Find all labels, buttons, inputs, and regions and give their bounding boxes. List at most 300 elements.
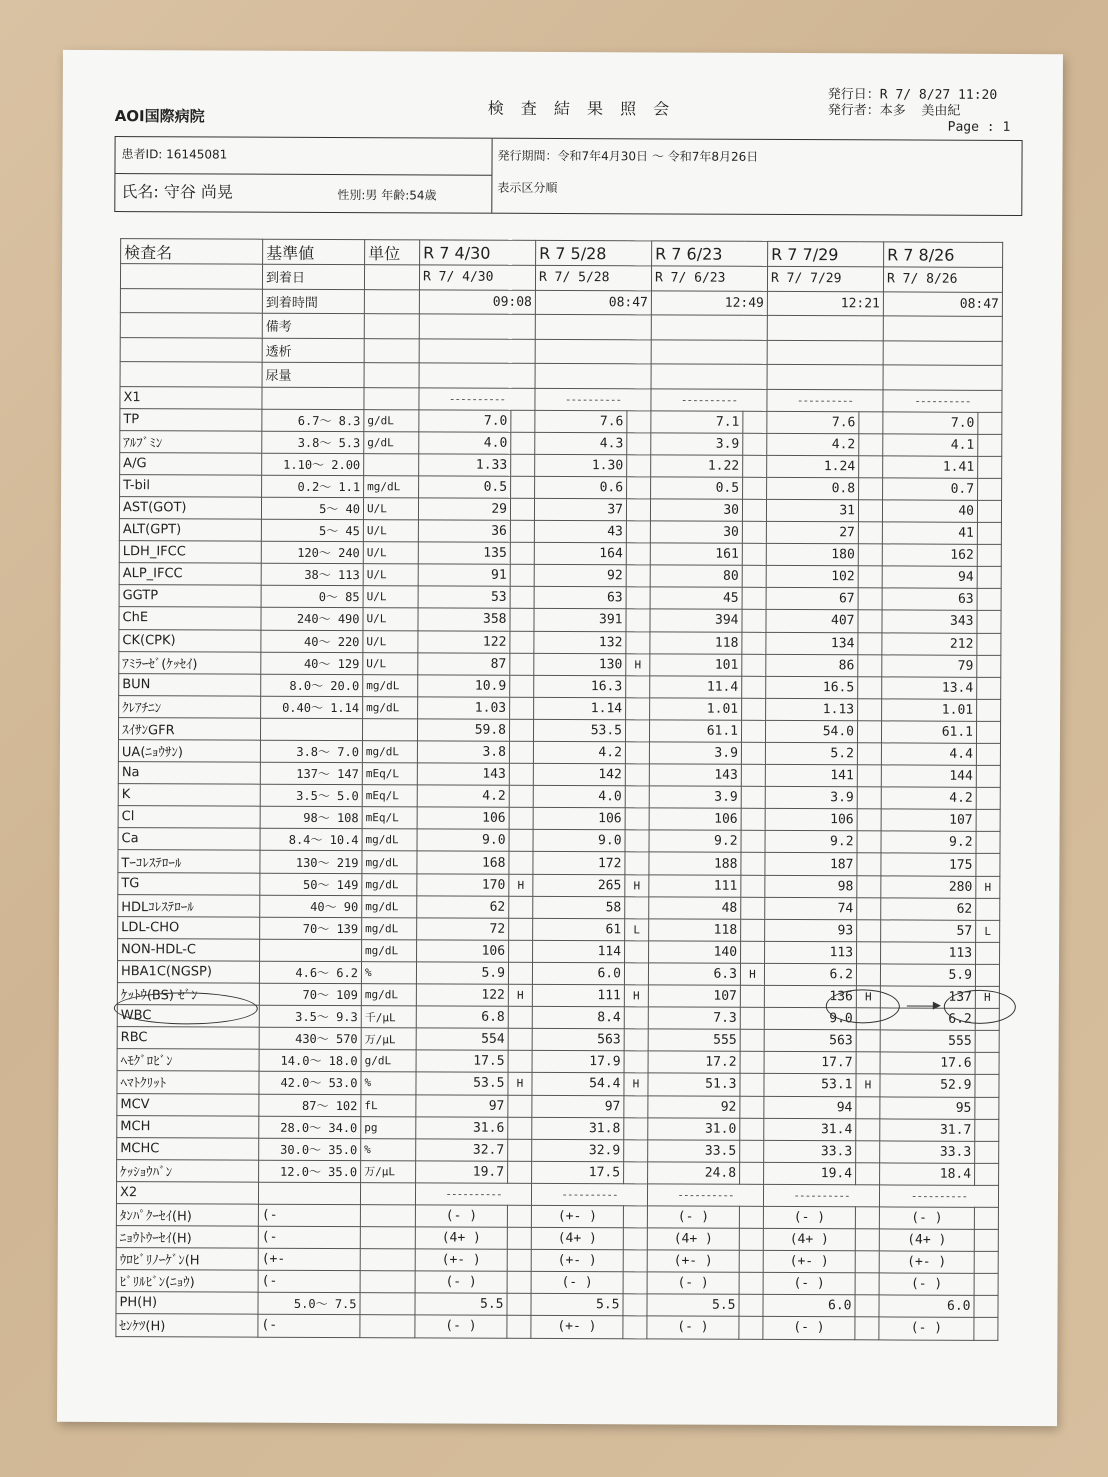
result-flag [855,1317,879,1339]
result-flag [975,1119,999,1141]
result-value: 40 [882,500,977,523]
result-value: 7.6 [535,410,627,432]
meta-value [419,338,535,363]
result-flag [977,544,1001,566]
test-name: Ca [118,828,260,851]
test-name: MCV [117,1093,259,1116]
test-name: ｹｯﾄｳ(BS) ｾﾞﾝ [117,983,259,1006]
result-value: 33.3 [764,1140,856,1162]
result-flag: H [624,985,648,1007]
result-flag [741,764,765,786]
result-flag [740,1162,764,1184]
result-flag [974,1229,998,1251]
meta-value: 12:21 [767,291,883,316]
test-name: MCH [117,1115,259,1138]
result-value: 358 [418,608,510,630]
test-name: HDLｺﾚｽﾃﾛｰﾙ [118,894,260,917]
meta-value [767,315,883,340]
result-value: (- ) [763,1317,855,1339]
result-value: (- ) [647,1316,739,1338]
result-value: 1.01 [650,698,742,720]
meta-label: 尿量 [262,362,364,387]
reference-range: 4.6〜 6.2 [259,961,361,984]
result-flag [858,566,882,588]
result-flag [977,655,1001,677]
result-flag [742,632,766,654]
result-value: 107 [648,985,740,1007]
reference-range: 14.0〜 18.0 [259,1050,361,1073]
result-flag [625,808,649,830]
column-header: 検査名 [121,239,263,265]
result-value: 97 [416,1094,508,1116]
test-name: X2 [116,1181,258,1204]
result-value: (- ) [415,1271,507,1293]
result-value: 19.4 [764,1162,856,1184]
result-value: 7.0 [419,409,511,431]
result-value: 87 [418,653,510,675]
result-flag [976,743,1000,765]
result-value: 52.9 [880,1074,975,1097]
test-name: ｳﾛﾋﾞﾘﾉｰｹﾞﾝ(H [116,1248,258,1271]
meta-value: 12:49 [651,290,767,315]
result-flag [739,1317,763,1339]
result-value: 58 [533,896,625,918]
result-value: 113 [765,941,857,963]
result-value: 5.9 [880,964,975,987]
result-flag [742,654,766,676]
test-name: HBA1C(NGSP) [117,961,259,984]
result-value: (4+ ) [763,1228,855,1250]
result-flag [741,809,765,831]
result-flag [741,853,765,875]
result-value: 170 [417,873,509,895]
result-flag [509,852,533,874]
reference-range: 3.8〜 7.0 [260,740,362,763]
result-value: 164 [534,543,626,565]
result-flag [859,433,883,455]
meta-blank [120,337,262,362]
result-flag: L [625,919,649,941]
result-flag [626,676,650,698]
meta-value [883,365,1002,390]
reference-range: 38〜 113 [261,563,363,586]
result-value: 32.7 [416,1139,508,1161]
result-flag [508,1095,532,1117]
date-header: R 7 7/29 [768,241,884,267]
result-flag [741,919,765,941]
result-value: 407 [766,610,858,632]
result-value: 6.8 [416,1006,508,1028]
result-value: 0.8 [767,477,859,499]
result-flag [857,721,881,743]
result-flag [978,478,1002,500]
unit: mEq/L [362,807,417,829]
unit: g/dL [361,1050,416,1072]
result-flag [739,1295,763,1317]
result-value: (- ) [879,1317,974,1340]
unit: g/dL [364,409,419,431]
result-flag [509,808,533,830]
result-flag [626,698,650,720]
result-flag [858,677,882,699]
result-value: 31.4 [764,1118,856,1140]
display-order: 表示区分順 [497,180,558,195]
reference-range: 3.5〜 5.0 [260,784,362,807]
result-flag [740,1074,764,1096]
section-dash: ---------- [419,387,535,410]
result-flag [855,1207,879,1229]
result-flag [978,412,1002,434]
result-flag [858,610,882,632]
meta-blank [364,338,419,363]
test-name: ﾆｮｳﾄｳｰｾｲ(H) [116,1226,258,1249]
unit: mEq/L [362,763,417,785]
result-flag [508,1161,532,1183]
result-flag [977,522,1001,544]
result-flag [856,1030,880,1052]
result-value: (- ) [647,1206,739,1228]
result-value: 141 [765,764,857,786]
result-flag [742,543,766,565]
meta-value: R 7/ 5/28 [535,265,651,290]
result-flag [624,1117,648,1139]
result-value: (+- ) [415,1249,507,1271]
result-flag [624,1007,648,1029]
result-value: 72 [417,918,509,940]
result-value: 9.2 [881,831,976,854]
issuer: 発行者：本多 美由紀 [827,103,961,119]
result-value: 130 [534,653,626,675]
meta-blank [120,264,262,289]
result-value: 9.0 [764,1008,856,1030]
result-value: 7.6 [767,411,859,433]
result-value: 92 [534,565,626,587]
result-flag [978,456,1002,478]
column-header: 単位 [365,240,420,265]
result-flag: H [508,1073,532,1095]
date-header: R 7 8/26 [884,242,1003,268]
unit: U/L [363,542,418,564]
result-flag [856,1052,880,1074]
result-flag [739,1250,763,1272]
meta-value [419,363,535,388]
handwritten-circle-hba1c-0826 [944,990,1016,1024]
result-flag [858,632,882,654]
result-value: 265 [533,874,625,896]
handwritten-circle-hba1c-label [114,992,258,1025]
test-name: X1 [120,386,262,409]
result-flag [510,675,534,697]
result-value: 0.7 [883,478,978,501]
result-value: 5.9 [416,962,508,984]
unit [364,387,419,409]
test-name: ｾﾝｹﾂ(H) [116,1314,258,1337]
result-flag [625,941,649,963]
result-value: 6.0 [532,962,624,984]
reference-range: 70〜 109 [259,983,361,1006]
reference-range: 40〜 129 [261,652,363,675]
report-title: 検 査 結 果 照 会 [487,98,676,119]
result-value: 3.9 [651,433,743,455]
result-flag [739,1273,763,1295]
result-value: 0.5 [651,477,743,499]
result-value: 7.3 [648,1007,740,1029]
result-value: 4.4 [881,743,976,766]
result-flag [509,785,533,807]
result-value: 98 [765,875,857,897]
table-header-row [121,239,1003,268]
unit [360,1315,415,1337]
date-header: R 7 4/30 [420,240,536,266]
result-value: 41 [882,522,977,545]
result-flag [508,1051,532,1073]
test-name: GGTP [119,585,261,608]
result-flag [858,699,882,721]
reference-range: 40〜 220 [261,630,363,653]
result-flag [741,941,765,963]
result-flag [626,609,650,631]
result-value: 4.2 [533,741,625,763]
patient-info-box [114,136,1022,216]
section-dash: ---------- [415,1183,531,1206]
meta-label: 備考 [262,313,364,338]
meta-value: R 7/ 8/26 [883,267,1002,292]
result-flag [857,787,881,809]
result-flag [977,500,1001,522]
result-value: 13.4 [882,677,977,700]
section-dash: ---------- [651,388,767,411]
unit [364,453,419,475]
result-flag [510,609,534,631]
reference-range [260,939,362,962]
test-name: ﾍﾏﾄｸﾘｯﾄ [117,1071,259,1094]
result-value: 54.0 [765,720,857,742]
result-value: 31.0 [648,1117,740,1139]
result-value: 24.8 [648,1162,740,1184]
result-value: 62 [417,896,509,918]
meta-label: 到着時間 [262,289,364,314]
result-value: 80 [650,565,742,587]
test-name: A/G [120,452,262,475]
result-value: (4+ ) [531,1227,623,1249]
meta-value: R 7/ 4/30 [419,265,535,290]
result-flag [742,588,766,610]
result-value: 168 [417,851,509,873]
result-value: 53 [418,586,510,608]
result-value: 5.5 [415,1293,507,1315]
result-flag [742,610,766,632]
unit: % [361,1138,416,1160]
result-value: 3.8 [417,741,509,763]
result-flag [626,631,650,653]
result-flag [507,1205,531,1227]
result-flag [976,854,1000,876]
unit: U/L [363,586,418,608]
result-value: 113 [881,942,976,965]
result-value: 5.5 [647,1294,739,1316]
result-flag: H [976,876,1000,898]
reference-range: 28.0〜 34.0 [259,1116,361,1139]
result-flag [507,1294,531,1316]
result-value: 4.0 [419,432,511,454]
result-value: 555 [648,1029,740,1051]
unit: mg/dL [362,741,417,763]
unit [360,1293,415,1315]
reference-range: 5〜 45 [261,519,363,542]
result-flag [740,1030,764,1052]
result-value: 555 [880,1030,975,1053]
result-flag [857,875,881,897]
reference-range: 0.2〜 1.1 [262,475,364,498]
reference-range [258,1182,360,1205]
result-flag [623,1206,647,1228]
unit: U/L [363,498,418,520]
reference-range: 5.0〜 7.5 [258,1293,360,1316]
unit: % [361,1072,416,1094]
hospital-name: AOI国際病院 [114,107,205,126]
result-value: 31.8 [532,1117,624,1139]
result-value: 111 [532,984,624,1006]
result-flag [857,831,881,853]
result-flag [509,741,533,763]
result-value: 86 [766,654,858,676]
result-value: 106 [649,808,741,830]
result-flag [624,1162,648,1184]
result-flag [510,631,534,653]
meta-value: R 7/ 6/23 [651,266,767,291]
meta-value: R 7/ 7/29 [767,266,883,291]
result-flag [508,1006,532,1028]
result-value: (+- ) [763,1251,855,1273]
reference-range: (- [258,1226,360,1249]
result-flag [741,786,765,808]
result-value: 31 [766,499,858,521]
result-value: 17.6 [880,1052,975,1075]
result-flag [856,1163,880,1185]
result-value: 3.9 [649,742,741,764]
test-name: ﾍﾓｸﾞﾛﾋﾞﾝ [117,1049,259,1072]
result-flag: H [856,1074,880,1096]
result-flag [975,1053,999,1075]
test-name: Cl [118,806,260,829]
unit: mg/dL [363,696,418,718]
result-value: 114 [533,940,625,962]
unit: mg/dL [362,829,417,851]
result-value: 188 [649,852,741,874]
issue-info [828,87,1011,136]
result-flag: H [740,963,764,985]
result-flag [627,410,651,432]
result-value: 61.1 [649,720,741,742]
result-value: 17.7 [764,1052,856,1074]
result-flag [977,699,1001,721]
reference-range: 137〜 147 [260,762,362,785]
result-value: 48 [649,897,741,919]
result-flag [858,654,882,676]
result-value: 280 [881,875,976,898]
section-dash: ---------- [647,1184,763,1207]
result-flag: L [976,920,1000,942]
result-value: (+- ) [531,1205,623,1227]
section-dash: ---------- [763,1184,879,1207]
result-flag [741,875,765,897]
result-flag [625,896,649,918]
section-dash: ---------- [767,389,883,412]
result-flag [740,1096,764,1118]
result-value: 343 [882,610,977,633]
result-value: 32.9 [532,1139,624,1161]
result-flag [739,1206,763,1228]
reference-range: 3.5〜 9.3 [259,1005,361,1028]
reference-range: 120〜 240 [261,541,363,564]
result-value: 92 [648,1095,740,1117]
result-value: 54.4 [532,1073,624,1095]
test-name: ｱﾐﾗｰｾﾞ(ｹｯｾｲ) [119,651,261,674]
result-value: 3.9 [649,786,741,808]
result-flag [856,1140,880,1162]
result-value: (+- ) [879,1251,974,1274]
result-value: 18.4 [880,1163,975,1186]
result-value: 1.13 [766,698,858,720]
result-value: 134 [766,632,858,654]
result-flag [624,1051,648,1073]
test-name: ｹｯｼｮｳﾊﾞﾝ [117,1159,259,1182]
result-flag [857,853,881,875]
result-flag [857,920,881,942]
result-value: (4+ ) [647,1228,739,1250]
reference-range: 240〜 490 [261,608,363,631]
result-flag [858,522,882,544]
meta-value [535,363,651,388]
meta-blank [364,265,419,290]
table-row [116,1314,998,1340]
test-name: LDL-CHO [118,916,260,939]
result-flag [856,964,880,986]
result-value: (- ) [647,1272,739,1294]
result-value: 17.9 [532,1051,624,1073]
result-value: 4.2 [417,785,509,807]
section-dash: ---------- [879,1185,998,1208]
reference-range: (- [258,1270,360,1293]
result-flag [977,589,1001,611]
result-value: 27 [766,521,858,543]
reference-range: (- [258,1315,360,1338]
result-value: 51.3 [648,1073,740,1095]
result-value: 31.6 [416,1116,508,1138]
result-value: 74 [765,897,857,919]
result-flag [740,1052,764,1074]
result-value: 394 [650,609,742,631]
test-name: MCHC [117,1137,259,1160]
result-value: 29 [418,498,510,520]
result-value: 132 [534,631,626,653]
result-flag [624,1139,648,1161]
test-name: NON-HDL-C [118,938,260,961]
result-value: 4.1 [883,434,978,457]
unit: mg/dL [362,873,417,895]
meta-blank [120,313,262,338]
result-flag [625,720,649,742]
test-name: RBC [117,1027,259,1050]
reference-range: 430〜 570 [259,1027,361,1050]
result-value: (+- ) [531,1250,623,1272]
result-flag [857,809,881,831]
result-flag [740,1140,764,1162]
result-flag [976,810,1000,832]
result-flag [740,1007,764,1029]
result-flag [509,940,533,962]
meta-blank [364,314,419,339]
